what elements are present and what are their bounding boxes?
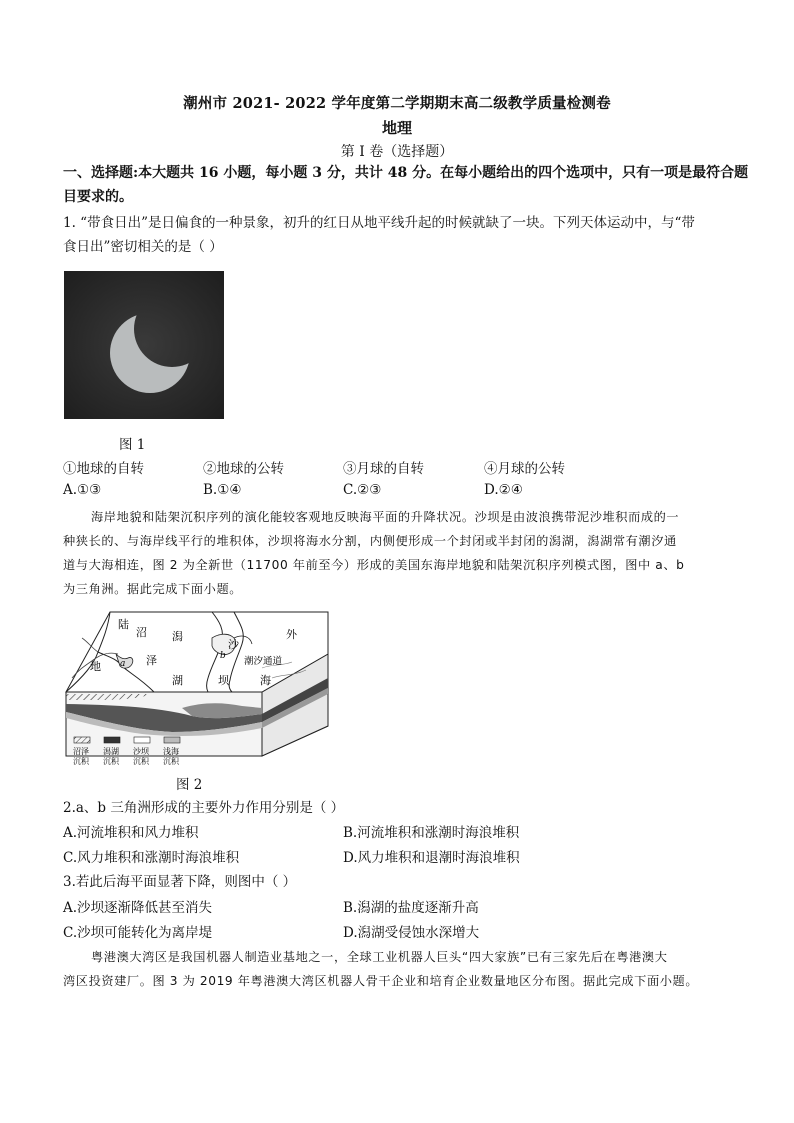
label-hu: 湖 — [172, 674, 183, 687]
q1-stem-line1: 1. “带食日出”是日偏食的一种景象，初升的红日从地平线升起的时候就缺了一块。下列天体运动中，与“带 — [63, 215, 695, 231]
label-ba: 坝 — [218, 674, 229, 687]
exam-subject: 地理 — [381, 119, 412, 137]
label-wai: 外 — [286, 628, 297, 641]
passage1-line3: 道与大海相连，图 2 为全新世（11700 年前至今）形成的美国东海岸地貌和陆架沉积序列模式图，图中 a、b — [63, 558, 685, 572]
exam-volume: 第 I 卷（选择题） — [340, 144, 454, 160]
passage1-line2: 种狭长的、与海岸线平行的堆积体，沙坝将海水分割，内侧便形成一个封闭或半封闭的潟湖，潟湖常有潮汐通 — [63, 534, 677, 548]
q2-option-c[interactable]: C.风力堆积和涨潮时海浪堆积 — [63, 850, 240, 866]
label-a: a — [120, 659, 126, 669]
label-di: 地 — [90, 660, 101, 673]
label-sha: 沙 — [228, 638, 239, 651]
passage1-line1: 海岸地貌和陆架沉积序列的演化能较客观地反映海平面的升降状况。沙坝是由波浪携带泥沙堆积而成的一 — [91, 510, 680, 524]
legend-shallow-2: 沉积 — [163, 757, 179, 766]
section-instructions-line2: 目要求的。 — [63, 189, 133, 205]
q3-option-b[interactable]: B.潟湖的盐度逐渐升高 — [343, 900, 479, 916]
q2-option-d[interactable]: D.风力堆积和退潮时海浪堆积 — [343, 850, 520, 866]
figure1-eclipse-photo — [64, 271, 224, 419]
label-zhao: 沼 — [136, 626, 147, 639]
label-ze: 泽 — [146, 654, 157, 667]
legend-marsh-2: 沉积 — [73, 757, 89, 766]
section-instructions-line1: 一、选择题:本大题共 16 小题，每小题 3 分，共计 48 分。在每小题给出的四个选项中，只有一项是最符合题 — [63, 165, 749, 181]
passage1-line4: 为三角洲。据此完成下面小题。 — [63, 582, 243, 596]
legend-lagoon-2: 沉积 — [103, 757, 119, 766]
label-xi: 潟 — [172, 630, 183, 643]
q1-option-a[interactable]: A.①③ — [63, 482, 102, 498]
label-hai: 海 — [260, 674, 271, 687]
legend-swatch-shallow — [164, 737, 180, 743]
q1-option-b[interactable]: B.①④ — [203, 482, 242, 498]
legend-sandbar-1: 沙坝 — [133, 747, 149, 756]
q3-option-a[interactable]: A.沙坝逐渐降低甚至消失 — [63, 900, 213, 916]
legend-sandbar-2: 沉积 — [133, 757, 149, 766]
label-b: b — [220, 651, 226, 661]
figure2-legend — [72, 735, 202, 767]
figure2-caption: 图 2 — [176, 777, 203, 793]
q1-item-1: ①地球的自转 — [63, 461, 144, 477]
q1-item-4: ④月球的公转 — [484, 461, 565, 477]
q1-option-c[interactable]: C.②③ — [343, 482, 382, 498]
q1-stem-line2: 食日出”密切相关的是（ ） — [63, 239, 223, 255]
legend-swatch-sandbar — [134, 737, 150, 743]
exam-title: 潮州市 2021- 2022 学年度第二学期期末高二级教学质量检测卷 — [183, 95, 611, 112]
q1-item-2: ②地球的公转 — [203, 461, 284, 477]
q3-stem: 3.若此后海平面显著下降，则图中（ ） — [63, 874, 297, 890]
q3-option-d[interactable]: D.潟湖受侵蚀水深增大 — [343, 925, 480, 941]
legend-swatch-marsh — [74, 737, 90, 743]
passage2-line2: 湾区投资建厂。图 3 为 2019 年粤港澳大湾区机器人骨干企业和培育企业数量地区分布图。据此完成下面小题。 — [63, 974, 699, 988]
legend-shallow-1: 浅海 — [163, 747, 179, 756]
q1-option-d[interactable]: D.②④ — [484, 482, 523, 498]
q2-option-b[interactable]: B.河流堆积和涨潮时海浪堆积 — [343, 825, 520, 841]
legend-lagoon-1: 潟湖 — [103, 747, 119, 756]
sun-disk — [110, 313, 190, 393]
figure1-caption: 图 1 — [119, 437, 146, 453]
legend-swatch-lagoon — [104, 737, 120, 743]
q2-stem: 2.a、b 三角洲形成的主要外力作用分别是（ ） — [63, 800, 345, 816]
q1-item-3: ③月球的自转 — [343, 461, 424, 477]
legend-marsh-1: 沼泽 — [73, 747, 89, 756]
q2-option-a[interactable]: A.河流堆积和风力堆积 — [63, 825, 199, 841]
label-lu: 陆 — [118, 618, 129, 631]
label-channel: 潮汐通道 — [244, 656, 283, 667]
passage2-line1: 粤港澳大湾区是我国机器人制造业基地之一，全球工业机器人巨头“四大家族”已有三家先后在粤港澳大 — [91, 950, 668, 964]
q3-option-c[interactable]: C.沙坝可能转化为离岸堤 — [63, 925, 213, 941]
